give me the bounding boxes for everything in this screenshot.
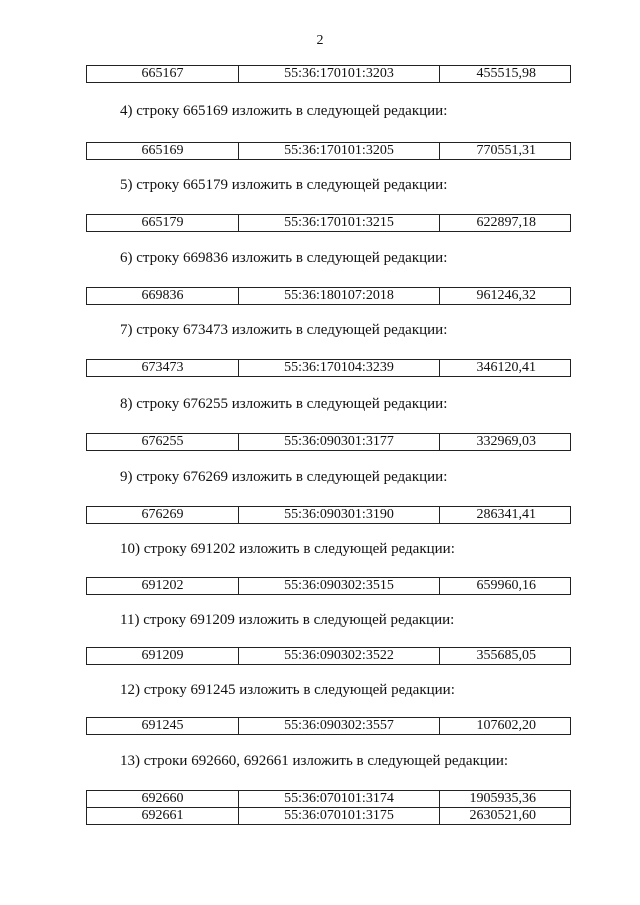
record-table bbox=[86, 433, 571, 451]
record-table bbox=[86, 717, 571, 735]
table-row bbox=[87, 578, 571, 595]
table-row bbox=[87, 360, 571, 377]
row-value: 961246,32 bbox=[440, 288, 571, 305]
page-number: 2 bbox=[316, 33, 324, 48]
amendment-instruction: 13) строки 692660, 692661 изложить в следующей редакции: bbox=[120, 753, 509, 769]
table-row bbox=[87, 215, 571, 232]
row-code: 692661 bbox=[87, 808, 239, 825]
row-code: 665179 bbox=[87, 215, 239, 232]
row-cadastral-number: 55:36:170101:3215 bbox=[239, 215, 440, 232]
table-row bbox=[87, 791, 571, 808]
row-cadastral-number: 55:36:090302:3515 bbox=[239, 578, 440, 595]
row-value: 2630521,60 bbox=[440, 808, 571, 825]
record-table bbox=[86, 359, 571, 377]
table-row bbox=[87, 434, 571, 451]
table-row bbox=[87, 66, 571, 83]
row-value: 770551,31 bbox=[440, 143, 571, 160]
row-value: 332969,03 bbox=[440, 434, 571, 451]
row-code: 665167 bbox=[87, 66, 239, 83]
row-cadastral-number: 55:36:070101:3174 bbox=[239, 791, 440, 808]
amendment-instruction: 12) строку 691245 изложить в следующей редакции: bbox=[120, 682, 455, 698]
row-value: 622897,18 bbox=[440, 215, 571, 232]
table-row bbox=[87, 507, 571, 524]
row-code: 691202 bbox=[87, 578, 239, 595]
table-row bbox=[87, 808, 571, 825]
row-value: 455515,98 bbox=[440, 66, 571, 83]
row-value: 346120,41 bbox=[440, 360, 571, 377]
record-table bbox=[86, 647, 571, 665]
row-cadastral-number: 55:36:170101:3205 bbox=[239, 143, 440, 160]
amendment-instruction: 9) строку 676269 изложить в следующей редакции: bbox=[120, 469, 448, 485]
amendment-instruction: 7) строку 673473 изложить в следующей редакции: bbox=[120, 322, 448, 338]
amendment-instruction: 4) строку 665169 изложить в следующей редакции: bbox=[120, 103, 448, 119]
row-value: 659960,16 bbox=[440, 578, 571, 595]
row-cadastral-number: 55:36:090301:3177 bbox=[239, 434, 440, 451]
row-code: 676269 bbox=[87, 507, 239, 524]
table-row bbox=[87, 648, 571, 665]
row-cadastral-number: 55:36:070101:3175 bbox=[239, 808, 440, 825]
row-cadastral-number: 55:36:170104:3239 bbox=[239, 360, 440, 377]
row-value: 107602,20 bbox=[440, 718, 571, 735]
table-row bbox=[87, 288, 571, 305]
row-cadastral-number: 55:36:090302:3557 bbox=[239, 718, 440, 735]
amendment-instruction: 11) строку 691209 изложить в следующей редакции: bbox=[120, 612, 455, 628]
row-cadastral-number: 55:36:180107:2018 bbox=[239, 288, 440, 305]
amendment-instruction: 8) строку 676255 изложить в следующей редакции: bbox=[120, 396, 448, 412]
amendment-instruction: 5) строку 665179 изложить в следующей редакции: bbox=[120, 177, 448, 193]
row-code: 692660 bbox=[87, 791, 239, 808]
amendment-instruction: 10) строку 691202 изложить в следующей редакции: bbox=[120, 541, 455, 557]
record-table bbox=[86, 214, 571, 232]
record-table bbox=[86, 790, 571, 825]
row-value: 286341,41 bbox=[440, 507, 571, 524]
table-row bbox=[87, 718, 571, 735]
row-cadastral-number: 55:36:090302:3522 bbox=[239, 648, 440, 665]
row-code: 673473 bbox=[87, 360, 239, 377]
row-code: 665169 bbox=[87, 143, 239, 160]
row-code: 691245 bbox=[87, 718, 239, 735]
record-table bbox=[86, 287, 571, 305]
row-value: 1905935,36 bbox=[440, 791, 571, 808]
record-table bbox=[86, 142, 571, 160]
row-code: 676255 bbox=[87, 434, 239, 451]
table-row bbox=[87, 143, 571, 160]
amendment-instruction: 6) строку 669836 изложить в следующей редакции: bbox=[120, 250, 448, 266]
row-value: 355685,05 bbox=[440, 648, 571, 665]
record-table bbox=[86, 506, 571, 524]
row-code: 691209 bbox=[87, 648, 239, 665]
record-table bbox=[86, 577, 571, 595]
row-cadastral-number: 55:36:090301:3190 bbox=[239, 507, 440, 524]
row-cadastral-number: 55:36:170101:3203 bbox=[239, 66, 440, 83]
row-code: 669836 bbox=[87, 288, 239, 305]
record-table bbox=[86, 65, 571, 83]
